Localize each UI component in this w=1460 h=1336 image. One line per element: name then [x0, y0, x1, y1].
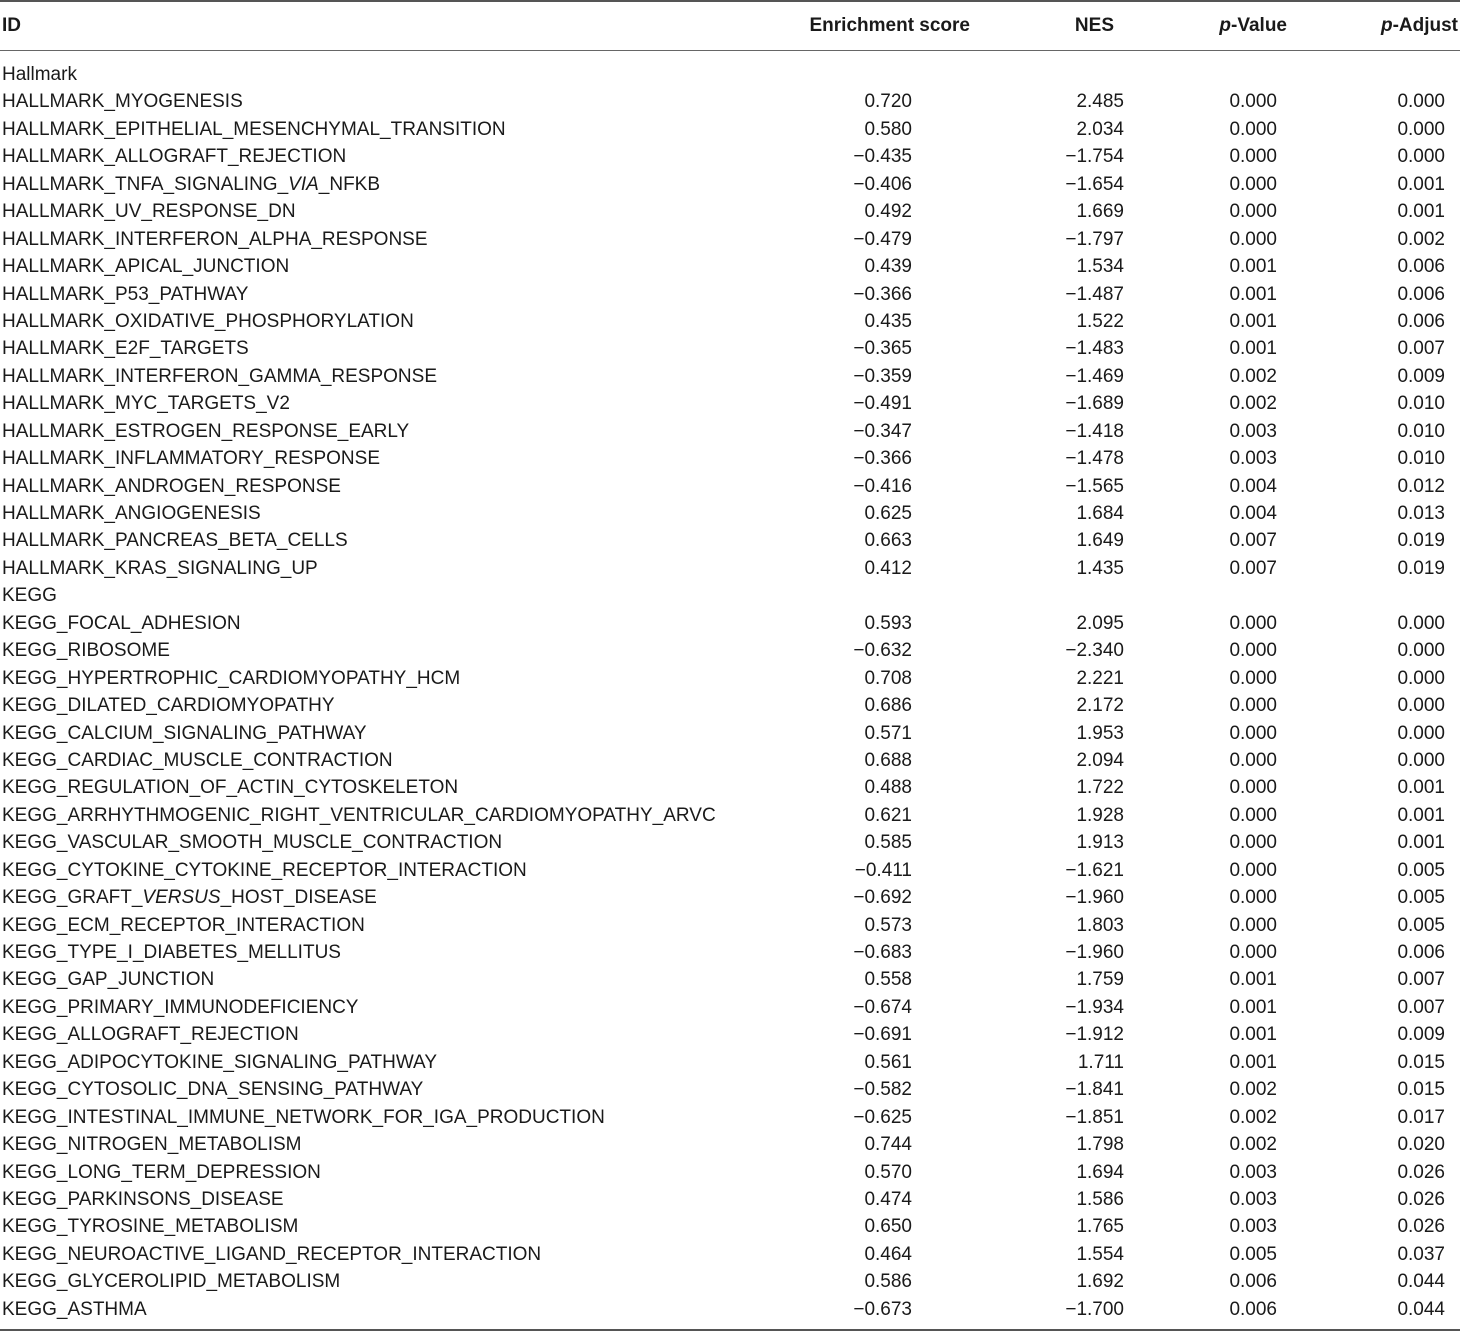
- cell-p-adjust: 0.044: [1397, 1271, 1445, 1293]
- table-row: [0, 1076, 1460, 1103]
- cell-id: KEGG_ECM_RECEPTOR_INTERACTION: [2, 914, 365, 936]
- cell-enrichment-score: 0.570: [864, 1161, 912, 1183]
- cell-id: HALLMARK_OXIDATIVE_PHOSPHORYLATION: [2, 310, 414, 332]
- cell-nes: 2.034: [1076, 118, 1124, 140]
- cell-id: KEGG_GRAFT_VERSUS_HOST_DISEASE: [2, 887, 377, 909]
- cell-enrichment-score: −0.406: [853, 173, 912, 195]
- table-row: [0, 390, 1460, 417]
- cell-enrichment-score: 0.744: [864, 1134, 912, 1156]
- table-row: [0, 335, 1460, 362]
- cell-p-adjust: 0.044: [1397, 1298, 1445, 1320]
- table-row: [0, 665, 1460, 692]
- cell-id: KEGG_DILATED_CARDIOMYOPATHY: [2, 695, 335, 717]
- cell-p-value: 0.000: [1229, 887, 1277, 909]
- table-row: [0, 912, 1460, 939]
- cell-p-value: 0.000: [1229, 228, 1277, 250]
- cell-nes: 1.913: [1076, 832, 1124, 854]
- cell-p-adjust: 0.000: [1397, 146, 1445, 168]
- cell-p-value: 0.001: [1229, 338, 1277, 360]
- table-row: [0, 418, 1460, 445]
- cell-p-value: 0.000: [1229, 914, 1277, 936]
- cell-p-adjust: 0.017: [1397, 1106, 1445, 1128]
- cell-p-adjust: 0.007: [1397, 969, 1445, 991]
- table-row: [0, 829, 1460, 856]
- cell-p-value: 0.000: [1229, 832, 1277, 854]
- cell-nes: 1.522: [1076, 310, 1124, 332]
- cell-p-adjust: 0.006: [1397, 283, 1445, 305]
- cell-p-value: 0.001: [1229, 1024, 1277, 1046]
- cell-p-value: 0.004: [1229, 503, 1277, 524]
- table-row: [0, 281, 1460, 308]
- cell-nes: 1.722: [1076, 777, 1124, 799]
- cell-id: KEGG_FOCAL_ADHESION: [2, 612, 241, 634]
- table-row: [0, 253, 1460, 280]
- table-row: [0, 884, 1460, 911]
- section-header: [0, 61, 1460, 88]
- cell-p-value: 0.000: [1229, 146, 1277, 168]
- table-row: [0, 143, 1460, 170]
- cell-id: KEGG_TYPE_I_DIABETES_MELLITUS: [2, 942, 341, 963]
- cell-p-adjust: 0.005: [1397, 887, 1445, 909]
- table-row: [0, 308, 1460, 335]
- cell-nes: 1.435: [1076, 557, 1124, 579]
- cell-enrichment-score: 0.435: [864, 310, 912, 332]
- table-row: [0, 527, 1460, 554]
- cell-enrichment-score: 0.573: [864, 914, 912, 936]
- cell-nes: −1.654: [1065, 173, 1124, 195]
- header-p-adjust: p-Adjust: [1380, 15, 1458, 36]
- cell-nes: −1.478: [1065, 448, 1124, 470]
- cell-p-adjust: 0.020: [1397, 1134, 1445, 1156]
- table-row: [0, 1296, 1460, 1323]
- cell-p-value: 0.001: [1229, 969, 1277, 991]
- cell-p-value: 0.002: [1229, 1079, 1277, 1101]
- cell-id: KEGG_CALCIUM_SIGNALING_PATHWAY: [2, 722, 367, 744]
- table-row: [0, 747, 1460, 774]
- cell-p-adjust: 0.000: [1397, 118, 1445, 140]
- cell-p-adjust: 0.002: [1397, 228, 1445, 250]
- cell-p-value: 0.001: [1229, 1051, 1277, 1073]
- cell-p-adjust: 0.000: [1397, 667, 1445, 689]
- cell-p-adjust: 0.001: [1397, 173, 1445, 195]
- cell-p-adjust: 0.015: [1397, 1051, 1445, 1073]
- table-row: [0, 774, 1460, 801]
- cell-id: KEGG_PRIMARY_IMMUNODEFICIENCY: [2, 996, 359, 1018]
- cell-nes: 1.711: [1077, 1051, 1124, 1073]
- cell-nes: −1.565: [1065, 475, 1124, 497]
- cell-enrichment-score: 0.439: [864, 256, 912, 278]
- cell-nes: 1.586: [1076, 1188, 1124, 1210]
- table-row: [0, 1213, 1460, 1240]
- table-row: [0, 116, 1460, 143]
- cell-id: HALLMARK_UV_RESPONSE_DN: [2, 201, 296, 223]
- header-enrichment-score: Enrichment score: [809, 15, 970, 36]
- cell-p-adjust: 0.000: [1397, 749, 1445, 771]
- cell-enrichment-score: −0.479: [853, 228, 912, 250]
- table-row: [0, 1021, 1460, 1048]
- cell-p-adjust: 0.007: [1397, 996, 1445, 1018]
- cell-id: KEGG_HYPERTROPHIC_CARDIOMYOPATHY_HCM: [2, 667, 461, 689]
- cell-nes: 2.485: [1076, 91, 1124, 113]
- cell-id: KEGG_GAP_JUNCTION: [2, 969, 215, 991]
- cell-nes: −1.797: [1065, 228, 1124, 250]
- cell-p-adjust: 0.005: [1397, 914, 1445, 936]
- cell-p-value: 0.000: [1229, 942, 1277, 963]
- cell-p-value: 0.005: [1229, 1243, 1277, 1265]
- cell-p-value: 0.001: [1229, 996, 1277, 1018]
- cell-p-adjust: 0.010: [1397, 393, 1445, 415]
- cell-id: KEGG_REGULATION_OF_ACTIN_CYTOSKELETON: [2, 777, 459, 799]
- cell-p-adjust: 0.006: [1397, 310, 1445, 332]
- cell-nes: 1.669: [1076, 201, 1124, 223]
- cell-p-value: 0.000: [1229, 695, 1277, 717]
- table-row: [0, 966, 1460, 993]
- cell-enrichment-score: −0.365: [853, 338, 912, 360]
- section-name: KEGG: [2, 585, 57, 607]
- table-row: [0, 1186, 1460, 1213]
- cell-enrichment-score: 0.593: [864, 612, 912, 634]
- cell-id: HALLMARK_E2F_TARGETS: [2, 338, 249, 360]
- cell-p-value: 0.006: [1229, 1271, 1277, 1293]
- cell-id: HALLMARK_P53_PATHWAY: [2, 283, 249, 305]
- cell-nes: −1.483: [1065, 338, 1124, 360]
- cell-p-value: 0.000: [1229, 667, 1277, 689]
- cell-p-adjust: 0.012: [1397, 475, 1445, 497]
- cell-p-value: 0.000: [1229, 777, 1277, 799]
- cell-enrichment-score: 0.720: [864, 91, 912, 113]
- cell-p-adjust: 0.001: [1397, 777, 1445, 799]
- cell-nes: −1.960: [1065, 887, 1124, 909]
- cell-p-value: 0.001: [1229, 283, 1277, 305]
- cell-enrichment-score: −0.582: [853, 1079, 912, 1101]
- cell-nes: 1.692: [1076, 1271, 1124, 1293]
- cell-p-value: 0.002: [1229, 365, 1277, 387]
- table-row: [0, 363, 1460, 390]
- cell-enrichment-score: 0.558: [864, 969, 912, 991]
- table-row: [0, 720, 1460, 747]
- cell-p-adjust: 0.006: [1397, 942, 1445, 963]
- cell-id: HALLMARK_KRAS_SIGNALING_UP: [2, 557, 318, 579]
- table-row: [0, 473, 1460, 500]
- table-row: [0, 1049, 1460, 1076]
- cell-p-value: 0.002: [1229, 393, 1277, 415]
- cell-enrichment-score: 0.585: [864, 832, 912, 854]
- cell-enrichment-score: −0.491: [853, 393, 912, 415]
- cell-enrichment-score: −0.359: [853, 365, 912, 387]
- cell-nes: −1.689: [1065, 393, 1124, 415]
- cell-nes: 2.094: [1076, 749, 1124, 771]
- cell-id: KEGG_NITROGEN_METABOLISM: [2, 1134, 302, 1156]
- cell-p-value: 0.004: [1229, 475, 1277, 497]
- cell-p-adjust: 0.015: [1397, 1079, 1445, 1101]
- cell-nes: 1.759: [1076, 969, 1124, 991]
- table-row: [0, 692, 1460, 719]
- table-body: [0, 61, 1460, 1323]
- cell-nes: −1.754: [1065, 146, 1124, 168]
- cell-id: HALLMARK_ANDROGEN_RESPONSE: [2, 475, 341, 497]
- table-row: [0, 939, 1460, 966]
- cell-nes: −1.851: [1065, 1106, 1124, 1128]
- cell-enrichment-score: 0.688: [864, 749, 912, 771]
- header-id: ID: [2, 15, 21, 36]
- cell-id: HALLMARK_APICAL_JUNCTION: [2, 256, 290, 278]
- cell-p-value: 0.002: [1229, 1134, 1277, 1156]
- cell-p-value: 0.000: [1229, 612, 1277, 634]
- cell-p-value: 0.000: [1229, 640, 1277, 662]
- cell-p-value: 0.000: [1229, 749, 1277, 771]
- table-row: [0, 637, 1460, 664]
- section-name: Hallmark: [2, 64, 77, 85]
- cell-enrichment-score: −0.683: [853, 942, 912, 963]
- cell-p-value: 0.000: [1229, 173, 1277, 195]
- cell-enrichment-score: 0.708: [864, 667, 912, 689]
- cell-p-adjust: 0.001: [1397, 201, 1445, 223]
- cell-enrichment-score: 0.464: [864, 1243, 912, 1265]
- cell-nes: 1.694: [1076, 1161, 1124, 1183]
- cell-id: HALLMARK_MYOGENESIS: [2, 91, 243, 113]
- table-row: [0, 802, 1460, 829]
- cell-nes: −1.934: [1065, 996, 1124, 1018]
- table-row: [0, 994, 1460, 1021]
- cell-id: KEGG_NEUROACTIVE_LIGAND_RECEPTOR_INTERACTION: [2, 1243, 542, 1265]
- cell-id: HALLMARK_INTERFERON_GAMMA_RESPONSE: [2, 365, 437, 387]
- cell-nes: 1.684: [1076, 503, 1124, 524]
- cell-p-value: 0.000: [1229, 201, 1277, 223]
- cell-nes: −1.621: [1065, 859, 1124, 881]
- cell-id: KEGG_ALLOGRAFT_REJECTION: [2, 1024, 299, 1046]
- cell-enrichment-score: −0.366: [853, 283, 912, 305]
- cell-enrichment-score: 0.571: [864, 722, 912, 744]
- cell-id: KEGG_TYROSINE_METABOLISM: [2, 1216, 299, 1238]
- cell-enrichment-score: 0.650: [864, 1216, 912, 1238]
- cell-p-value: 0.001: [1229, 256, 1277, 278]
- cell-id: KEGG_RIBOSOME: [2, 640, 170, 662]
- cell-p-adjust: 0.005: [1397, 859, 1445, 881]
- cell-enrichment-score: 0.663: [864, 530, 912, 552]
- cell-id: KEGG_ASTHMA: [2, 1298, 147, 1320]
- cell-id: HALLMARK_ANGIOGENESIS: [2, 503, 261, 524]
- cell-enrichment-score: 0.492: [864, 201, 912, 223]
- cell-p-adjust: 0.019: [1397, 557, 1445, 579]
- cell-enrichment-score: −0.692: [853, 887, 912, 909]
- cell-p-value: 0.003: [1229, 1188, 1277, 1210]
- cell-enrichment-score: 0.412: [864, 557, 912, 579]
- cell-enrichment-score: −0.632: [853, 640, 912, 662]
- cell-p-adjust: 0.009: [1397, 365, 1445, 387]
- cell-nes: 2.095: [1076, 612, 1124, 634]
- table-row: [0, 1241, 1460, 1268]
- cell-nes: 1.765: [1076, 1216, 1124, 1238]
- cell-p-adjust: 0.000: [1397, 695, 1445, 717]
- cell-p-adjust: 0.000: [1397, 722, 1445, 744]
- cell-nes: 2.172: [1076, 695, 1124, 717]
- cell-nes: 1.534: [1076, 256, 1124, 278]
- cell-p-value: 0.006: [1229, 1298, 1277, 1320]
- cell-p-adjust: 0.000: [1397, 91, 1445, 113]
- cell-p-value: 0.003: [1229, 448, 1277, 470]
- table-row: [0, 555, 1460, 582]
- cell-id: KEGG_GLYCEROLIPID_METABOLISM: [2, 1271, 341, 1293]
- table-row: [0, 171, 1460, 198]
- cell-id: HALLMARK_TNFA_SIGNALING_VIA_NFKB: [2, 173, 381, 195]
- cell-id: KEGG_LONG_TERM_DEPRESSION: [2, 1161, 321, 1183]
- table-row: [0, 1159, 1460, 1186]
- cell-nes: −1.841: [1065, 1079, 1124, 1101]
- cell-nes: 1.649: [1076, 530, 1124, 552]
- cell-enrichment-score: 0.621: [864, 804, 912, 826]
- table-row: [0, 1104, 1460, 1131]
- cell-id: KEGG_ADIPOCYTOKINE_SIGNALING_PATHWAY: [2, 1051, 437, 1073]
- cell-enrichment-score: −0.691: [853, 1024, 912, 1046]
- cell-nes: −1.469: [1065, 365, 1124, 387]
- cell-p-adjust: 0.009: [1397, 1024, 1445, 1046]
- table-row: [0, 1131, 1460, 1158]
- cell-enrichment-score: −0.625: [853, 1106, 912, 1128]
- cell-p-adjust: 0.026: [1397, 1216, 1445, 1238]
- cell-id: HALLMARK_INFLAMMATORY_RESPONSE: [2, 448, 380, 470]
- cell-enrichment-score: 0.625: [864, 503, 912, 524]
- cell-p-adjust: 0.010: [1397, 420, 1445, 442]
- cell-enrichment-score: −0.366: [853, 448, 912, 470]
- cell-id: KEGG_CARDIAC_MUSCLE_CONTRACTION: [2, 749, 393, 771]
- cell-nes: 1.953: [1076, 722, 1124, 744]
- cell-id: HALLMARK_EPITHELIAL_MESENCHYMAL_TRANSITION: [2, 118, 506, 140]
- section-header: [0, 582, 1460, 609]
- cell-p-adjust: 0.037: [1397, 1243, 1445, 1265]
- cell-p-value: 0.003: [1229, 1216, 1277, 1238]
- cell-enrichment-score: −0.347: [853, 420, 912, 442]
- table-row: [0, 1268, 1460, 1295]
- header-p-value: p-Value: [1219, 15, 1287, 36]
- cell-nes: 1.554: [1076, 1243, 1124, 1265]
- cell-enrichment-score: 0.686: [864, 695, 912, 717]
- cell-nes: 2.221: [1076, 667, 1124, 689]
- cell-p-adjust: 0.006: [1397, 256, 1445, 278]
- cell-enrichment-score: 0.561: [864, 1051, 912, 1073]
- cell-enrichment-score: 0.580: [864, 118, 912, 140]
- cell-p-value: 0.000: [1229, 804, 1277, 826]
- cell-p-value: 0.001: [1229, 310, 1277, 332]
- cell-id: KEGG_ARRHYTHMOGENIC_RIGHT_VENTRICULAR_CARDIOMYOPATHY_ARVC: [2, 804, 716, 826]
- cell-p-adjust: 0.000: [1397, 640, 1445, 662]
- cell-enrichment-score: −0.416: [853, 475, 912, 497]
- cell-p-adjust: 0.019: [1397, 530, 1445, 552]
- cell-id: KEGG_INTESTINAL_IMMUNE_NETWORK_FOR_IGA_PRODUCTION: [2, 1106, 605, 1128]
- cell-enrichment-score: −0.435: [853, 146, 912, 168]
- cell-nes: 1.803: [1076, 914, 1124, 936]
- cell-p-adjust: 0.007: [1397, 338, 1445, 360]
- cell-p-value: 0.000: [1229, 859, 1277, 881]
- cell-p-adjust: 0.026: [1397, 1161, 1445, 1183]
- table-row: [0, 198, 1460, 225]
- cell-p-value: 0.000: [1229, 91, 1277, 113]
- cell-nes: −1.700: [1065, 1298, 1124, 1320]
- cell-p-value: 0.007: [1229, 530, 1277, 552]
- cell-nes: −1.487: [1065, 283, 1124, 305]
- table-row: [0, 610, 1460, 637]
- header-nes: NES: [1074, 15, 1114, 36]
- cell-nes: 1.928: [1076, 804, 1124, 826]
- cell-p-value: 0.000: [1229, 118, 1277, 140]
- cell-nes: −2.340: [1065, 640, 1124, 662]
- cell-id: KEGG_PARKINSONS_DISEASE: [2, 1188, 284, 1210]
- header-row: [0, 2, 1460, 50]
- cell-enrichment-score: −0.411: [854, 859, 912, 881]
- cell-p-adjust: 0.026: [1397, 1188, 1445, 1210]
- cell-id: KEGG_CYTOSOLIC_DNA_SENSING_PATHWAY: [2, 1079, 424, 1101]
- cell-enrichment-score: 0.488: [864, 777, 912, 799]
- table-row: [0, 88, 1460, 115]
- cell-id: HALLMARK_PANCREAS_BETA_CELLS: [2, 530, 348, 552]
- header-rule: [0, 50, 1460, 51]
- cell-p-adjust: 0.001: [1397, 804, 1445, 826]
- cell-id: HALLMARK_INTERFERON_ALPHA_RESPONSE: [2, 228, 428, 250]
- cell-p-adjust: 0.001: [1397, 832, 1445, 854]
- cell-id: HALLMARK_MYC_TARGETS_V2: [2, 393, 290, 415]
- cell-p-adjust: 0.000: [1397, 612, 1445, 634]
- cell-id: HALLMARK_ESTROGEN_RESPONSE_EARLY: [2, 420, 410, 442]
- bottom-rule: [0, 1329, 1460, 1331]
- table-row: [0, 857, 1460, 884]
- cell-id: HALLMARK_ALLOGRAFT_REJECTION: [2, 146, 347, 168]
- cell-nes: −1.418: [1065, 420, 1124, 442]
- table-row: [0, 500, 1460, 527]
- cell-p-adjust: 0.013: [1397, 503, 1445, 524]
- cell-nes: 1.798: [1076, 1134, 1124, 1156]
- cell-enrichment-score: 0.474: [864, 1188, 912, 1210]
- cell-nes: −1.912: [1065, 1024, 1124, 1046]
- cell-p-value: 0.003: [1229, 1161, 1277, 1183]
- cell-p-value: 0.002: [1229, 1106, 1277, 1128]
- cell-enrichment-score: −0.673: [853, 1298, 912, 1320]
- cell-id: KEGG_CYTOKINE_CYTOKINE_RECEPTOR_INTERACTION: [2, 859, 527, 881]
- cell-enrichment-score: 0.586: [864, 1271, 912, 1293]
- cell-p-adjust: 0.010: [1397, 448, 1445, 470]
- cell-p-value: 0.007: [1229, 557, 1277, 579]
- cell-p-value: 0.003: [1229, 420, 1277, 442]
- cell-nes: −1.960: [1065, 942, 1124, 963]
- table-row: [0, 226, 1460, 253]
- cell-enrichment-score: −0.674: [853, 996, 912, 1018]
- table-row: [0, 445, 1460, 472]
- cell-p-value: 0.000: [1229, 722, 1277, 744]
- cell-id: KEGG_VASCULAR_SMOOTH_MUSCLE_CONTRACTION: [2, 832, 503, 854]
